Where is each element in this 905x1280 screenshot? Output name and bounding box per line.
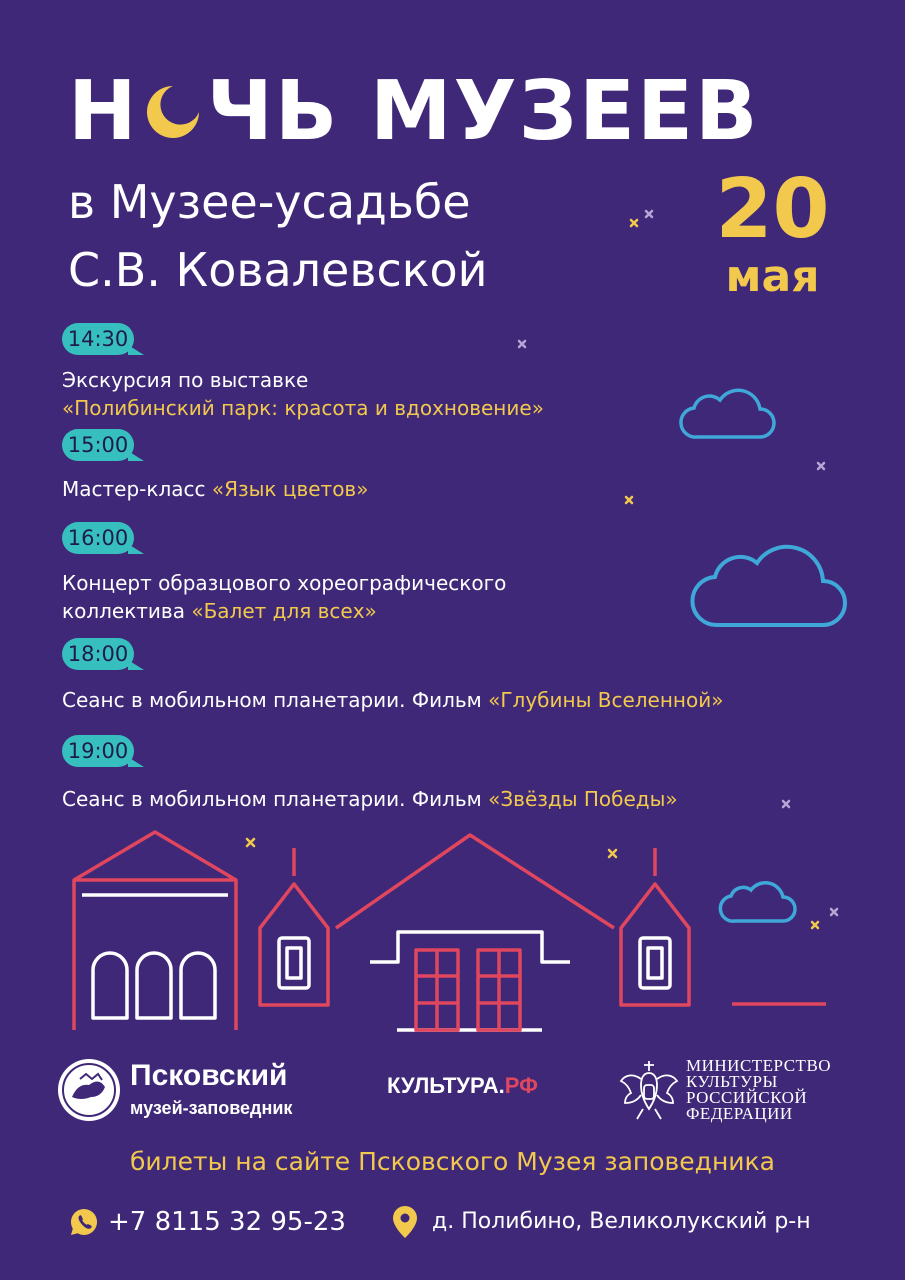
time-badge: 15:00 bbox=[62, 429, 134, 461]
event-date-month: мая bbox=[725, 251, 820, 302]
kultura-logo-rf: РФ bbox=[504, 1073, 538, 1098]
schedule-item-text bbox=[62, 475, 822, 503]
schedule-item-highlight bbox=[62, 394, 822, 422]
event-title: «Звёзды Победы» bbox=[488, 787, 678, 811]
time-badge: 16:00 bbox=[62, 522, 134, 554]
manor-house-illustration bbox=[74, 832, 826, 1030]
tickets-info: билеты на сайте Псковского Музея заповедника bbox=[130, 1147, 775, 1176]
event-description: Сеанс в мобильном планетарии. Фильм bbox=[62, 688, 489, 712]
schedule-item-text bbox=[62, 785, 822, 813]
ministry-name bbox=[686, 1058, 856, 1122]
pskov-museum-emblem-icon bbox=[56, 1057, 122, 1123]
schedule-item-highlight bbox=[62, 597, 822, 625]
time-badge: 14:30 bbox=[62, 323, 134, 355]
schedule-item-text bbox=[62, 366, 822, 394]
subtitle-line-2: С.В. Ковалевской bbox=[68, 243, 488, 297]
moon-icon bbox=[141, 80, 205, 144]
pskov-museum-name: Псковский bbox=[130, 1059, 288, 1092]
schedule-item-text bbox=[62, 569, 822, 597]
cloud-icon bbox=[720, 883, 795, 921]
event-description: Экскурсия по выставке bbox=[62, 368, 309, 392]
kultura-rf-logo bbox=[387, 1071, 538, 1101]
event-description: Мастер-класс bbox=[62, 477, 212, 501]
event-description: Сеанс в мобильном планетарии. Фильм bbox=[62, 787, 489, 811]
event-title: «Полибинский парк: красота и вдохновение» bbox=[62, 396, 544, 420]
kultura-logo-main: КУЛЬТУРА. bbox=[387, 1073, 505, 1098]
address: д. Полибино, Великолукский р-н bbox=[432, 1209, 811, 1234]
ministry-line: МИНИСТЕРСТВО bbox=[686, 1056, 832, 1075]
event-description-cont: коллектива bbox=[62, 599, 192, 623]
page-title bbox=[68, 62, 848, 162]
event-date-day: 20 bbox=[715, 162, 830, 257]
whatsapp-icon bbox=[68, 1206, 100, 1238]
ministry-coat-of-arms-icon bbox=[617, 1053, 681, 1125]
time-badge: 18:00 bbox=[62, 638, 134, 670]
event-title: «Балет для всех» bbox=[191, 599, 377, 623]
phone-number[interactable]: +7 8115 32 95-23 bbox=[108, 1207, 346, 1237]
pskov-museum-subtitle: музей-заповедник bbox=[130, 1098, 293, 1118]
event-description: Концерт образцового хореографического bbox=[62, 571, 507, 595]
event-title: «Глубины Вселенной» bbox=[488, 688, 724, 712]
location-pin-icon bbox=[392, 1205, 418, 1239]
ministry-line: ФЕДЕРАЦИИ bbox=[686, 1104, 793, 1123]
title-rest: ЧЬ МУЗЕЕВ bbox=[206, 64, 760, 159]
time-badge: 19:00 bbox=[62, 735, 134, 767]
title-letter-n: Н bbox=[68, 64, 139, 159]
ministry-line: КУЛЬТУРЫ bbox=[686, 1072, 778, 1091]
event-title: «Язык цветов» bbox=[211, 477, 369, 501]
subtitle-line-1: в Музее-усадьбе bbox=[68, 175, 471, 229]
ministry-line: РОССИЙСКОЙ bbox=[686, 1088, 808, 1107]
schedule-item-text bbox=[62, 686, 822, 714]
